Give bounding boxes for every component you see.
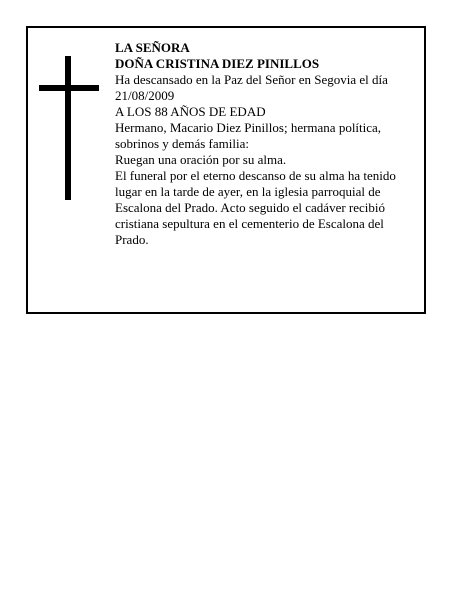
cross-vertical-bar [65, 56, 71, 200]
title-line-1: LA SEÑORA [115, 40, 190, 55]
notice-text-block [115, 40, 415, 248]
family-line: Hermano, Macario Diez Pinillos; hermana política, sobrinos y demás familia: [115, 120, 382, 151]
funeral-text: El funeral por el eterno descanso de su alma ha tenido lugar en la tarde de ayer, en la iglesia parroquial de Escalona del Prado. Acto seguido el cadáver recibió cristiana sepultura en el cementerio de Escalona del Prado. [115, 168, 396, 247]
obituary-notice [26, 26, 426, 314]
cross-horizontal-bar [39, 85, 99, 91]
age-line: A LOS 88 AÑOS DE EDAD [115, 104, 266, 119]
deceased-name: DOÑA CRISTINA DIEZ PINILLOS [115, 56, 320, 71]
cross-icon [39, 56, 99, 200]
prayer-request: Ruegan una oración por su alma. [115, 152, 287, 167]
death-info: Ha descansado en la Paz del Señor en Segovia el día 21/08/2009 [115, 72, 388, 103]
